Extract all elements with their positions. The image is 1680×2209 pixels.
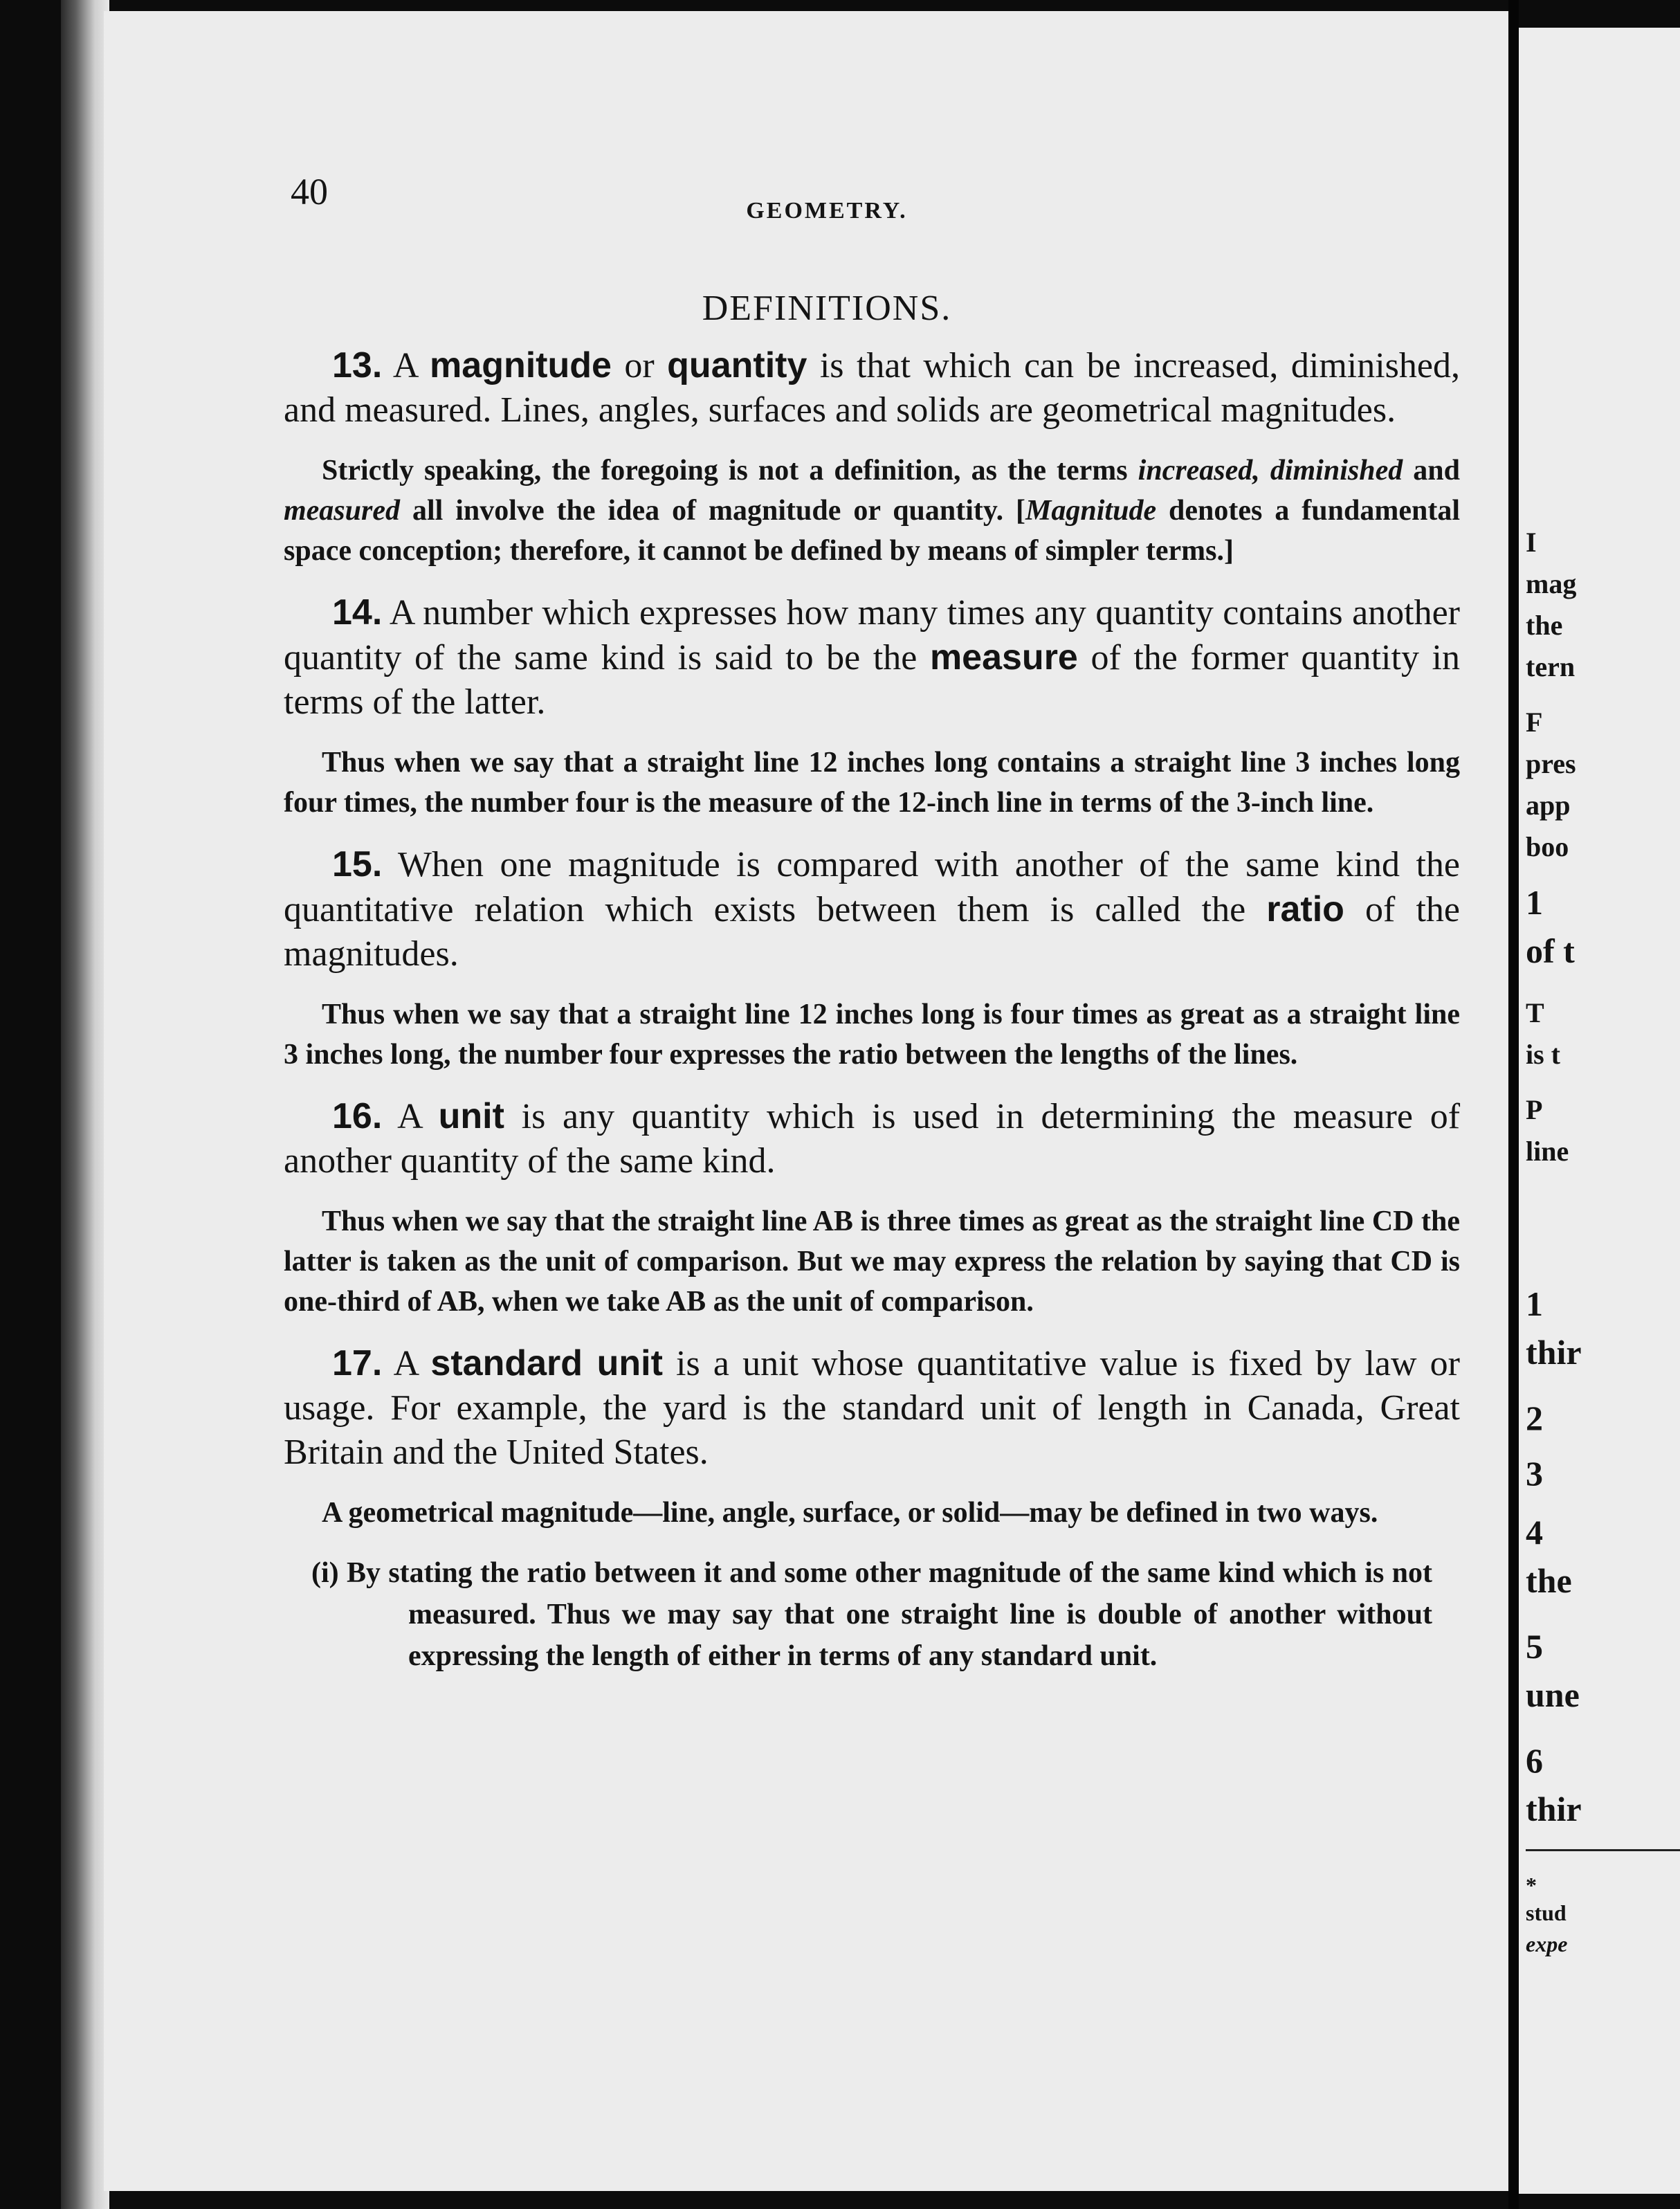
note-text: denotes a fundamental space conception; therefore, it cannot be defined by means of simpler terms.] [284, 495, 1460, 567]
right-page-fragment: app [1526, 790, 1571, 821]
right-page-fragment: * [1526, 1873, 1537, 1898]
page-body [284, 343, 1460, 1677]
definition-17 [284, 1341, 1460, 1475]
right-page-fragment: P [1526, 1094, 1543, 1125]
definition-number: 15. [332, 844, 383, 884]
left-page [104, 11, 1508, 2191]
right-page-fragment: line [1526, 1136, 1569, 1167]
note-text: Strictly speaking, the foregoing is not a definition, as the terms [322, 455, 1138, 487]
definition-text: of the former quantity in terms of the latter. [284, 638, 1460, 722]
definition-14 [284, 590, 1460, 725]
italic-term: measured [284, 495, 400, 527]
definition-text: A number which expresses how many times any quantity contains another quantity of the same kind is said to be the [284, 593, 1460, 678]
right-page-fragment: 4 [1526, 1513, 1543, 1552]
definition-text: is any quantity which is used in determining the measure of another quantity of the same kind. [284, 1097, 1461, 1181]
definition-text: A [397, 1097, 439, 1136]
defined-term: quantity [667, 345, 807, 385]
right-page-fragment: I [1526, 527, 1537, 558]
page-gutter [1508, 0, 1519, 2209]
list-item-i: (i) By stating the ratio between it and some other magnitude of the same kind which is not measured. Thus we may say that one straight line is double of another without expressing the length of either in terms of any standard unit. [311, 1557, 1432, 1672]
footnote-rule [1526, 1849, 1680, 1851]
right-page-fragment: une [1526, 1675, 1580, 1714]
defined-term: magnitude [430, 345, 612, 385]
defined-term: standard unit [430, 1343, 663, 1383]
right-page-fragment: mag [1526, 568, 1577, 599]
definition-text: of the magnitudes. [284, 890, 1460, 974]
right-page-fragment: the [1526, 1561, 1572, 1600]
section-heading: DEFINITIONS. [702, 289, 952, 328]
note-17: A geometrical magnitude—line, angle, surface, or solid—may be defined in two ways. [322, 1497, 1378, 1529]
note-13 [284, 451, 1460, 571]
definition-text: A [392, 346, 430, 385]
defined-term: ratio [1266, 889, 1344, 929]
defined-term: unit [438, 1096, 504, 1136]
note-16: Thus when we say that the straight line AB is three times as great as the straight line CD the latter is taken as the unit of comparison. But we may express the relation by saying that CD is one-third of AB, when we take AB as the unit of comparison. [284, 1206, 1460, 1318]
right-page-fragment: 6 [1526, 1741, 1543, 1780]
right-page-fragment: 5 [1526, 1627, 1543, 1666]
right-page-fragment: stud [1526, 1900, 1567, 1925]
italic-term: Magnitude [1025, 495, 1157, 527]
page-number: 40 [291, 171, 328, 212]
right-page-fragment: thir [1526, 1333, 1582, 1372]
right-page-fragment: pres [1526, 748, 1576, 779]
right-page-fragment: expe [1526, 1931, 1568, 1956]
definition-number: 17. [332, 1343, 383, 1383]
right-page-fragment: 3 [1526, 1454, 1543, 1493]
right-page-fragment: F [1526, 707, 1543, 738]
definition-number: 13. [332, 345, 383, 385]
definition-text: or [611, 346, 668, 385]
right-page-edge [1519, 28, 1680, 2194]
right-page-fragment: 1 [1526, 883, 1543, 922]
right-page-fragment: the [1526, 610, 1563, 641]
definition-text: is that which can be increased, diminished, and measured. Lines, angles, surfaces and solids are geometrical magnitudes. [284, 346, 1460, 430]
right-page-fragment: tern [1526, 651, 1576, 682]
note-text: and [1403, 455, 1460, 487]
definition-text: is a unit whose quantitative value is fixed by law or usage. For example, the yard is the standard unit of length in Canada, Great Britain and the United States. [284, 1344, 1460, 1472]
right-page-fragment: of t [1526, 931, 1575, 970]
note-15: Thus when we say that a straight line 12 inches long is four times as great as a straight line 3 inches long, the number four expresses the ratio between the lengths of the lines. [284, 999, 1460, 1071]
page-header [104, 165, 1508, 227]
definition-text: When one magnitude is compared with another of the same kind the quantitative relation which exists between them is called the [284, 845, 1460, 929]
note-14: Thus when we say that a straight line 12 inches long contains a straight line 3 inches long four times, the number four is the measure of the 12-inch line in terms of the 3-inch line. [284, 747, 1460, 819]
right-page-fragment: 1 [1526, 1284, 1543, 1323]
right-page-fragment: is t [1526, 1039, 1560, 1070]
right-page-fragment: T [1526, 997, 1544, 1028]
definition-number: 14. [332, 592, 383, 633]
right-page-fragment: thir [1526, 1790, 1582, 1828]
right-page-fragment: boo [1526, 831, 1569, 862]
definition-number: 16. [332, 1096, 383, 1136]
italic-term: increased, diminished [1138, 455, 1403, 487]
running-head: GEOMETRY. [746, 198, 908, 224]
book-spine [61, 0, 109, 2209]
definition-16 [284, 1094, 1460, 1183]
right-page-fragment: 2 [1526, 1399, 1543, 1437]
definition-15 [284, 842, 1460, 976]
defined-term: measure [929, 637, 1078, 678]
note-text: all involve the idea of magnitude or quantity. [ [400, 495, 1026, 527]
definition-text: A [393, 1344, 431, 1383]
definition-13 [284, 343, 1460, 433]
